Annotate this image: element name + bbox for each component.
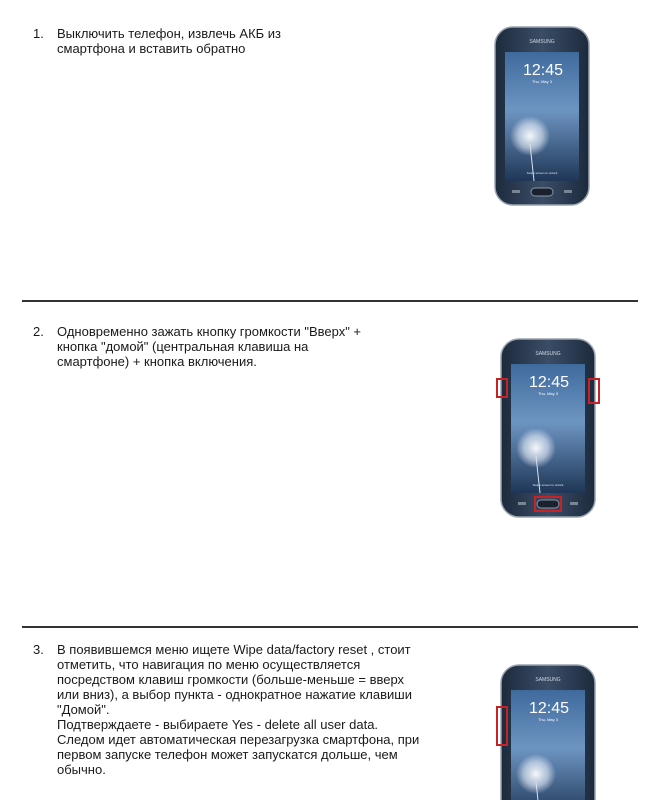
step-number: 2. [33,324,44,339]
step-text-line: или вниз), а выбор пункта - однократное нажатие клавиши [57,687,412,702]
step-text-line: отметить, что навигация по меню осуществляется [57,657,361,672]
volume-key-highlight [496,706,508,746]
volume-up-key-highlight [496,378,508,398]
phone-unlock-hint: Swipe screen to unlock [526,171,558,175]
step-text-line: смартфоне) + кнопка включения. [57,354,257,369]
step-number: 1. [33,26,44,41]
step-text-line: кнопка "домой" (центральная клавиша на [57,339,309,354]
step-text [57,26,281,56]
step-text-line: обычно. [57,762,106,777]
step-text-line: Выключить телефон, извлечь АКБ из [57,26,282,41]
phone-time: 12:45 [528,374,570,391]
phone-time: 12:45 [522,62,564,79]
step-text-line: Следом идет автоматическая перезагрузка смартфона, при [57,732,420,747]
phone-unlock-hint: Swipe screen to unlock [532,483,564,487]
phone-date: Thu, May 3 [531,79,553,84]
phone-time: 12:45 [528,700,570,717]
step-text-line: Одновременно зажать кнопку громкости "Вверх" + [57,324,362,339]
step-text-line: первом запуске телефон может запускатся дольше, чем [57,747,398,762]
phone-image [500,338,596,518]
phone-image [500,664,596,800]
phone-brand: SAMSUNG [535,677,561,683]
phone-brand: SAMSUNG [529,39,555,45]
step-text-line: В появившемся меню ищете Wipe data/factory reset , стоит [57,642,411,657]
step-text-line: смартфона и вставить обратно [57,41,246,56]
step-text [57,642,419,777]
step-text-line: Подтверждаете - выбираете Yes - delete all user data. [57,717,379,732]
step-text [57,324,361,369]
step-text-line: посредством клавиш громкости (больше-меньше = вверх [57,672,405,687]
section-divider [22,300,638,302]
phone-image [494,26,590,206]
home-key-highlight [534,496,562,512]
step-number: 3. [33,642,44,657]
phone-date: Thu, May 3 [537,717,559,722]
phone-brand: SAMSUNG [535,351,561,357]
section-divider [22,626,638,628]
power-key-highlight [588,378,600,404]
step-text-line: "Домой". [57,702,110,717]
phone-date: Thu, May 3 [537,391,559,396]
